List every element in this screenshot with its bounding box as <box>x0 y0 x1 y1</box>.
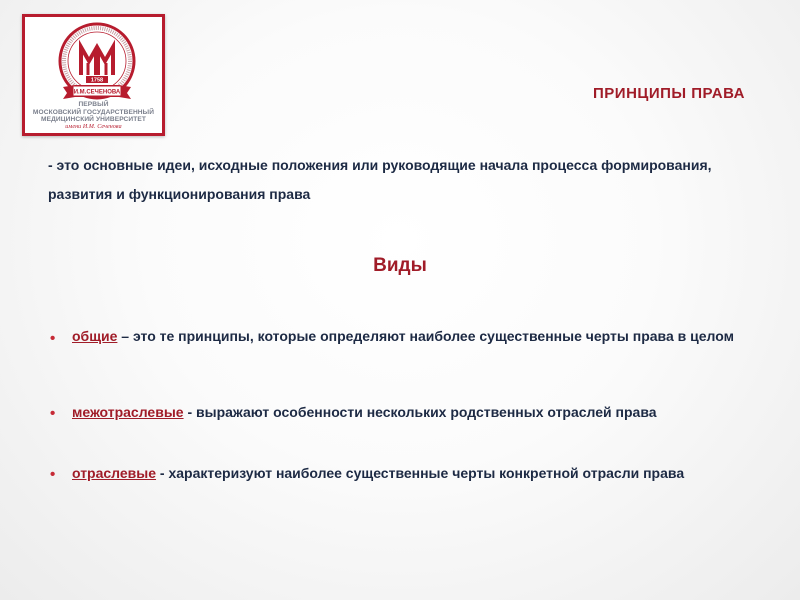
list-item-sectoral <box>48 461 746 485</box>
bullet-icon: • <box>50 405 56 422</box>
type-description: - выражают особенности нескольких родственных отраслей права <box>183 404 657 420</box>
type-term: отраслевые <box>72 465 157 481</box>
definition-text: - это основные идеи, исходные положения или руководящие начала процесса формирования, развития и функционирования права <box>48 157 712 202</box>
logo-subline: имени И.М. Сеченова <box>65 123 122 130</box>
university-name <box>25 101 162 131</box>
emblem-name: И.М.СЕЧЕНОВА <box>73 89 121 96</box>
bullet-icon: • <box>50 466 56 483</box>
logo-line-1: ПЕРВЫЙ <box>78 101 109 108</box>
types-heading: Виды <box>373 255 427 276</box>
type-description: - характеризуют наиболее существенные черты конкретной отрасли права <box>156 465 685 481</box>
university-logo <box>22 14 165 136</box>
type-term: общие <box>72 328 118 344</box>
types-list <box>48 322 746 485</box>
page-title: ПРИНЦИПЫ ПРАВА <box>593 85 745 102</box>
logo-line-3: МЕДИЦИНСКИЙ УНИВЕРСИТЕТ <box>41 116 146 124</box>
university-emblem-icon <box>55 21 139 105</box>
bullet-icon: • <box>50 330 56 347</box>
list-item-general <box>48 322 746 351</box>
list-item-intersectoral <box>48 400 746 424</box>
type-description: – это те принципы, которые определяют наиболее существенные черты права в целом <box>117 328 734 344</box>
logo-line-2: МОСКОВСКИЙ ГОСУДАРСТВЕННЫЙ <box>32 108 155 116</box>
type-term: межотраслевые <box>72 404 184 420</box>
emblem-year: 1758 <box>90 77 104 84</box>
